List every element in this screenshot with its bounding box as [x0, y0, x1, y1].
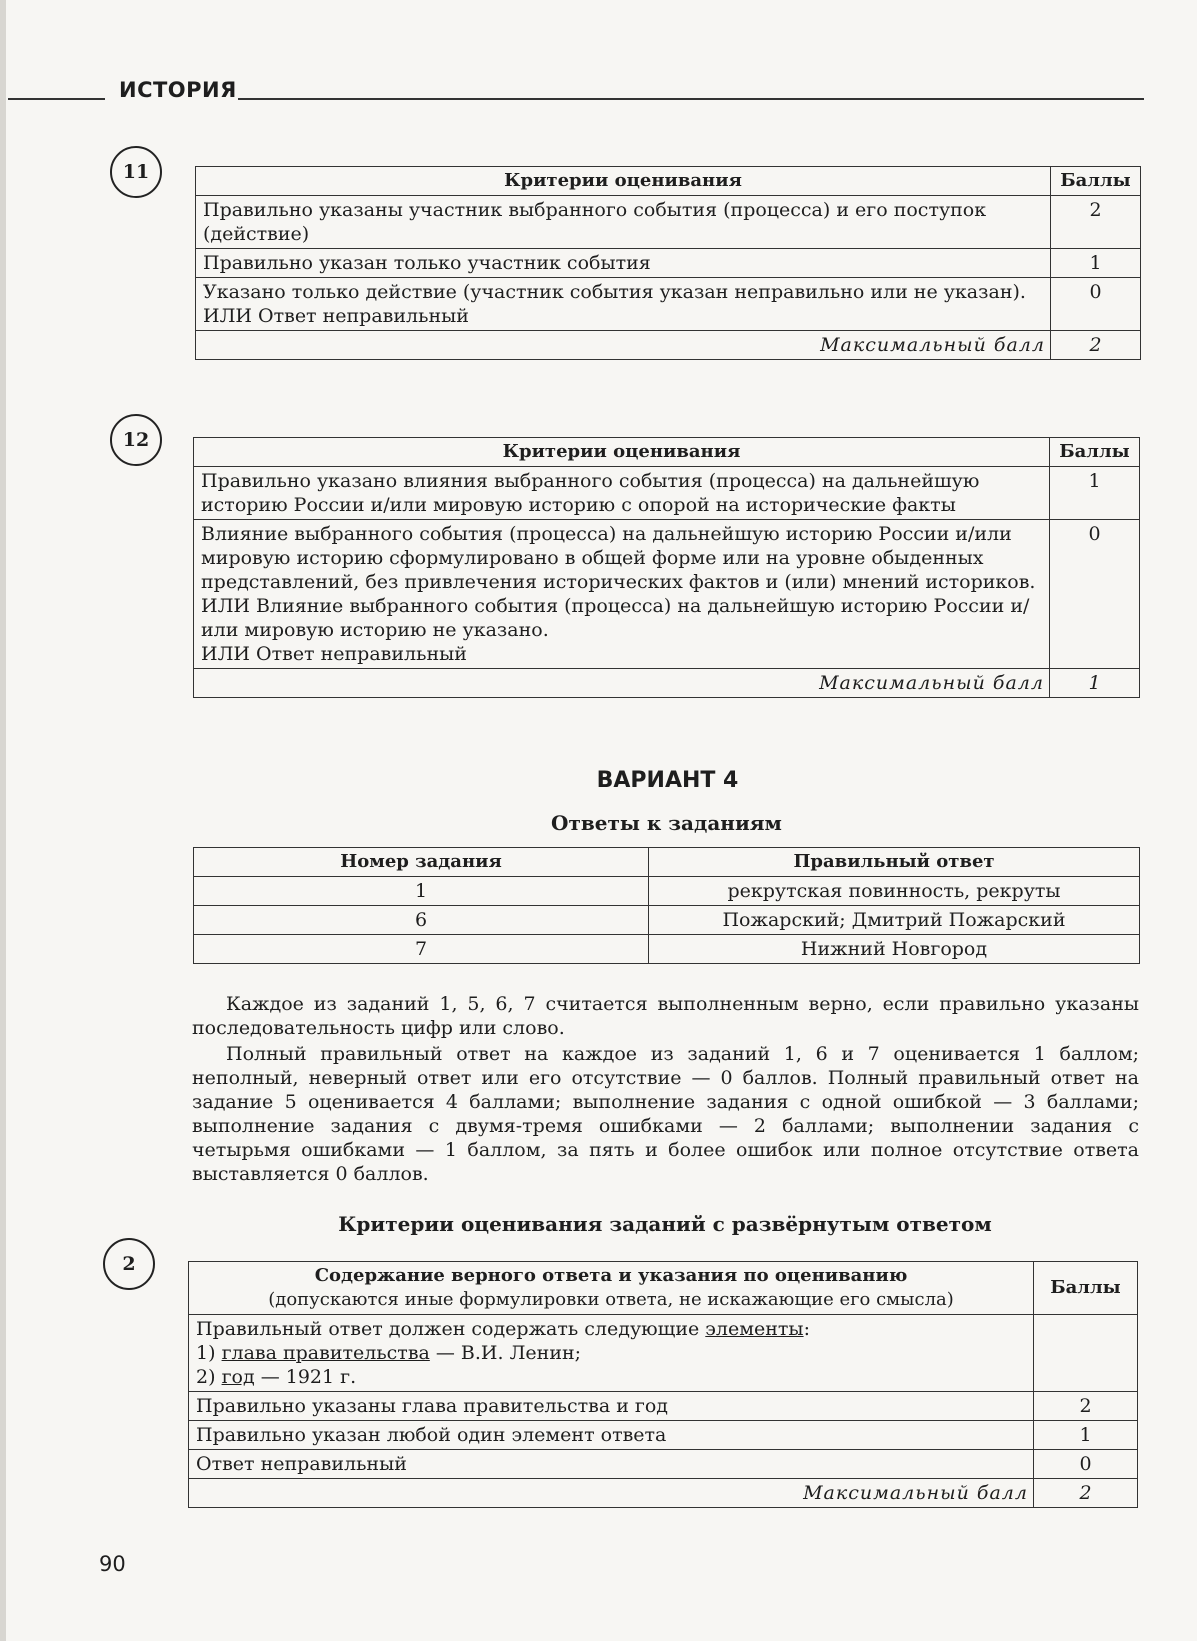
criterion-points: 2 — [1034, 1392, 1138, 1421]
page-edge-shadow — [0, 0, 6, 1641]
max-score-value: 1 — [1050, 669, 1140, 698]
criterion-text — [196, 278, 1051, 331]
answer-element-2: 2) год — 1921 г. — [196, 1366, 357, 1388]
table-row — [194, 467, 1140, 520]
col-criteria: Критерии оценивания — [196, 167, 1051, 196]
max-score-row — [196, 331, 1141, 360]
table-row — [196, 196, 1141, 249]
answer-intro-word: элементы — [705, 1318, 804, 1340]
task-number-cell: 1 — [194, 877, 649, 906]
header-rule-right — [238, 98, 1144, 100]
max-score-label: Максимальный балл — [194, 669, 1050, 698]
col-points: Баллы — [1050, 438, 1140, 467]
paragraph-scoring-rule: Каждое из заданий 1, 5, 6, 7 считается выполненным верно, если правильно указаны последовательность цифр или слово. — [192, 993, 1139, 1039]
criterion-points: 2 — [1051, 196, 1141, 249]
criterion-text: Правильно указан любой один элемент ответа — [189, 1421, 1034, 1450]
answers-heading: Ответы к заданиям — [551, 811, 782, 835]
criterion-line: Указано только действие (участник события указан неправильно или не указан). — [203, 281, 1026, 303]
page-number: 90 — [99, 1552, 126, 1576]
answer-cell: рекрутская повинность, рекруты — [649, 877, 1140, 906]
task-number-cell: 6 — [194, 906, 649, 935]
col-content-title: Содержание верного ответа и указания по оцениванию — [314, 1265, 908, 1286]
table-header-row — [189, 1262, 1138, 1315]
criterion-line: ИЛИ Ответ неправильный — [203, 305, 469, 327]
table-header-row — [194, 848, 1140, 877]
running-head: ИСТОРИЯ — [119, 78, 237, 102]
task-12-criteria-table — [193, 437, 1140, 698]
criterion-points: 1 — [1051, 249, 1141, 278]
answer-elements — [189, 1315, 1034, 1392]
table-row — [194, 906, 1140, 935]
max-score-row — [189, 1479, 1138, 1508]
criterion-line: ИЛИ Влияние выбранного события (процесса) на дальнейшую историю России и/или мировую историю не указано. — [201, 595, 1030, 641]
task-2-criteria-table — [188, 1261, 1138, 1508]
criterion-text: Ответ неправильный — [189, 1450, 1034, 1479]
variant-title: ВАРИАНТ 4 — [596, 768, 739, 793]
max-score-label: Максимальный балл — [196, 331, 1051, 360]
table-row — [194, 877, 1140, 906]
criterion-points: 0 — [1050, 520, 1140, 669]
answers-table — [193, 847, 1140, 964]
header-rule-left — [8, 98, 105, 100]
criterion-text: Правильно указаны участник выбранного события (процесса) и его поступок (действие) — [196, 196, 1051, 249]
table-row — [189, 1450, 1138, 1479]
answer-cell: Нижний Новгород — [649, 935, 1140, 964]
criterion-text: Правильно указано влияния выбранного события (процесса) на дальнейшую историю России и/или мировую историю с опорой на исторические факты — [194, 467, 1050, 520]
answer-cell: Пожарский; Дмитрий Пожарский — [649, 906, 1140, 935]
col-criteria: Критерии оценивания — [194, 438, 1050, 467]
answer-elements-row — [189, 1315, 1138, 1392]
table-header-row — [196, 167, 1141, 196]
col-content — [189, 1262, 1034, 1315]
max-score-label: Максимальный балл — [189, 1479, 1034, 1508]
empty-points-cell — [1034, 1315, 1138, 1392]
task-number-cell: 7 — [194, 935, 649, 964]
answer-element-1: 1) глава правительства — В.И. Ленин; — [196, 1342, 582, 1364]
table-row — [196, 278, 1141, 331]
paragraph-scoring-details: Полный правильный ответ на каждое из заданий 1, 6 и 7 оценивается 1 баллом; неполный, неверный ответ или его отсутствие — 0 баллов. Полный правильный ответ на задание 5 оценивается 4 баллами; выполнение задания с одной ошибкой — 3 баллами; выполнение задания с двумя-тремя ошибками — 2 баллами; выполнении задания с четырьмя ошибками — 1 баллом, за пять и более ошибок или полное отсутствие ответа выставляется 0 баллов. — [192, 1043, 1139, 1185]
task-number-2: 2 — [103, 1238, 155, 1290]
criterion-points: 1 — [1050, 467, 1140, 520]
element-term: глава правительства — [221, 1342, 430, 1364]
max-score-value: 2 — [1034, 1479, 1138, 1508]
answer-intro: Правильный ответ должен содержать следующие элементы: — [196, 1318, 810, 1340]
criterion-text: Правильно указан только участник события — [196, 249, 1051, 278]
table-row — [194, 935, 1140, 964]
col-points: Баллы — [1051, 167, 1141, 196]
task-number-11: 11 — [110, 146, 162, 198]
table-row — [196, 249, 1141, 278]
task-11-criteria-table — [195, 166, 1141, 360]
criterion-points: 1 — [1034, 1421, 1138, 1450]
criteria-heading: Критерии оценивания заданий с развёрнутым ответом — [338, 1212, 992, 1236]
criterion-points: 0 — [1051, 278, 1141, 331]
criterion-line: Влияние выбранного события (процесса) на дальнейшую историю России и/или мировую историю сформулировано в общей форме или на уровне обыденных представлений, без привлечения исторических фактов и (или) мнений историков. — [201, 523, 1036, 593]
col-content-note: (допускаются иные формулировки ответа, не искажающие его смысла) — [268, 1289, 954, 1310]
table-header-row — [194, 438, 1140, 467]
criterion-points: 0 — [1034, 1450, 1138, 1479]
table-row — [189, 1392, 1138, 1421]
table-row — [189, 1421, 1138, 1450]
task-number-12: 12 — [110, 414, 162, 466]
col-points: Баллы — [1034, 1262, 1138, 1315]
col-task-number: Номер задания — [194, 848, 649, 877]
criterion-text — [194, 520, 1050, 669]
criterion-text: Правильно указаны глава правительства и год — [189, 1392, 1034, 1421]
max-score-row — [194, 669, 1140, 698]
element-value: — В.И. Ленин; — [435, 1342, 582, 1364]
max-score-value: 2 — [1051, 331, 1141, 360]
criterion-line: ИЛИ Ответ неправильный — [201, 643, 467, 665]
col-correct-answer: Правильный ответ — [649, 848, 1140, 877]
element-value: — 1921 г. — [260, 1366, 357, 1388]
element-term: год — [221, 1366, 255, 1388]
table-row — [194, 520, 1140, 669]
